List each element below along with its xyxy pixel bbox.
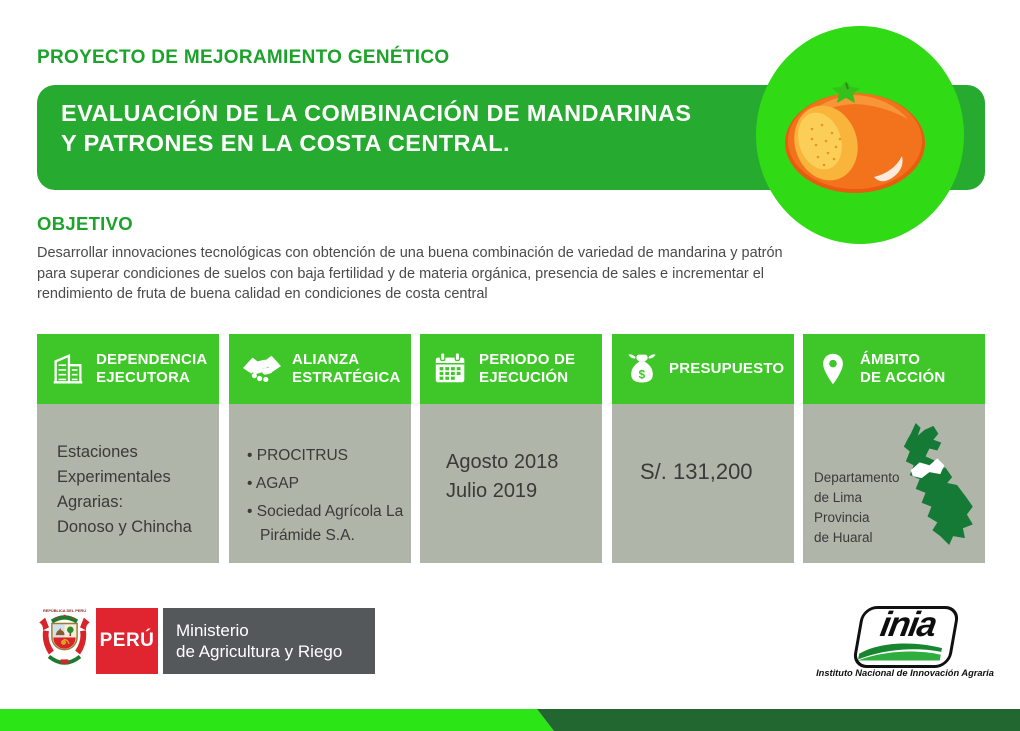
column-header [37, 334, 219, 404]
page-title-line1: EVALUACIÓN DE LA COMBINACIÓN DE MANDARINAS [61, 100, 692, 126]
ministry-name-line2: de Agricultura y Riego [176, 642, 343, 661]
partner-list [229, 404, 411, 548]
column-content [803, 404, 985, 563]
column-presupuesto [612, 334, 794, 563]
content-line: Donoso y Chincha [57, 518, 192, 536]
objective-paragraph: Desarrollar innovaciones tecnológicas con obtención de una buena combinación de variedad de mandarina y patrón para superar condiciones de suelos con baja fertilidad y de materia orgánica, presencia de sales e incrementar el rendimiento de fruta de buena calidad en condiciones de costa central [37, 245, 783, 302]
map-pin-icon [815, 350, 851, 388]
inia-field-swoosh [858, 638, 944, 662]
column-alianza-estrategica [229, 334, 411, 563]
calendar-icon [432, 350, 470, 388]
column-content [420, 404, 602, 563]
inia-wordmark: inia [877, 605, 939, 644]
building-icon [49, 350, 87, 388]
column-periodo-ejecucion [420, 334, 602, 563]
bottom-band-light-green [0, 709, 560, 731]
column-header [612, 334, 794, 404]
money-bag-icon [624, 350, 660, 388]
page-title [61, 98, 691, 158]
content-line: Agosto 2018 [446, 451, 559, 473]
column-title: PERIODO DE EJECUCIÓN [479, 351, 576, 386]
list-item: • Sociedad Agrícola La Pirámide S.A. [247, 500, 411, 548]
svg-text:REPÚBLICA DEL PERÚ: REPÚBLICA DEL PERÚ [42, 607, 87, 613]
content-line: Provincia [814, 510, 870, 525]
column-title: PRESUPUESTO [669, 360, 785, 377]
mandarin-orange-icon [782, 79, 928, 195]
column-dependencia-ejecutora [37, 334, 219, 563]
content-line: Departamento [814, 470, 900, 485]
budget-value: S/. 131,200 [640, 459, 753, 484]
column-header [420, 334, 602, 404]
bottom-band-dark-green [537, 709, 1020, 731]
ministry-name-line1: Ministerio [176, 620, 249, 640]
project-eyebrow: PROYECTO DE MEJORAMIENTO GENÉTICO [37, 47, 450, 68]
column-title: ÁMBITO DE ACCIÓN [860, 351, 946, 386]
peru-brand-box [96, 608, 158, 674]
list-item: • PROCITRUS [247, 444, 411, 468]
peru-brand-label: PERÚ [99, 630, 155, 651]
inia-caption: Instituto Nacional de Innovación Agraria [816, 668, 994, 678]
content-line: de Huaral [814, 530, 873, 545]
column-title: ALIANZA ESTRATÉGICA [292, 351, 401, 386]
column-content [612, 404, 794, 563]
content-line: Julio 2019 [446, 479, 538, 502]
column-content [37, 404, 219, 563]
handshake-icon [241, 350, 283, 388]
content-line: Agrarias: [57, 493, 124, 511]
column-header [229, 334, 411, 404]
lima-department-map [875, 420, 980, 548]
content-line: Experimentales [57, 468, 171, 486]
content-line: Estaciones [57, 443, 138, 461]
peru-coat-of-arms [37, 606, 92, 672]
column-header [803, 334, 985, 404]
ministry-logo-box [163, 608, 375, 674]
column-ambito-accion [803, 334, 985, 563]
objective-heading: OBJETIVO [37, 213, 133, 234]
content-line: de Lima [814, 490, 863, 505]
column-title: DEPENDENCIA EJECUTORA [96, 351, 208, 386]
list-item: • AGAP [247, 472, 411, 496]
svg-text:$: $ [638, 368, 646, 382]
page-title-line2: Y PATRONES EN LA COSTA CENTRAL. [61, 130, 510, 156]
column-content [229, 404, 411, 563]
inia-logo [852, 606, 961, 668]
